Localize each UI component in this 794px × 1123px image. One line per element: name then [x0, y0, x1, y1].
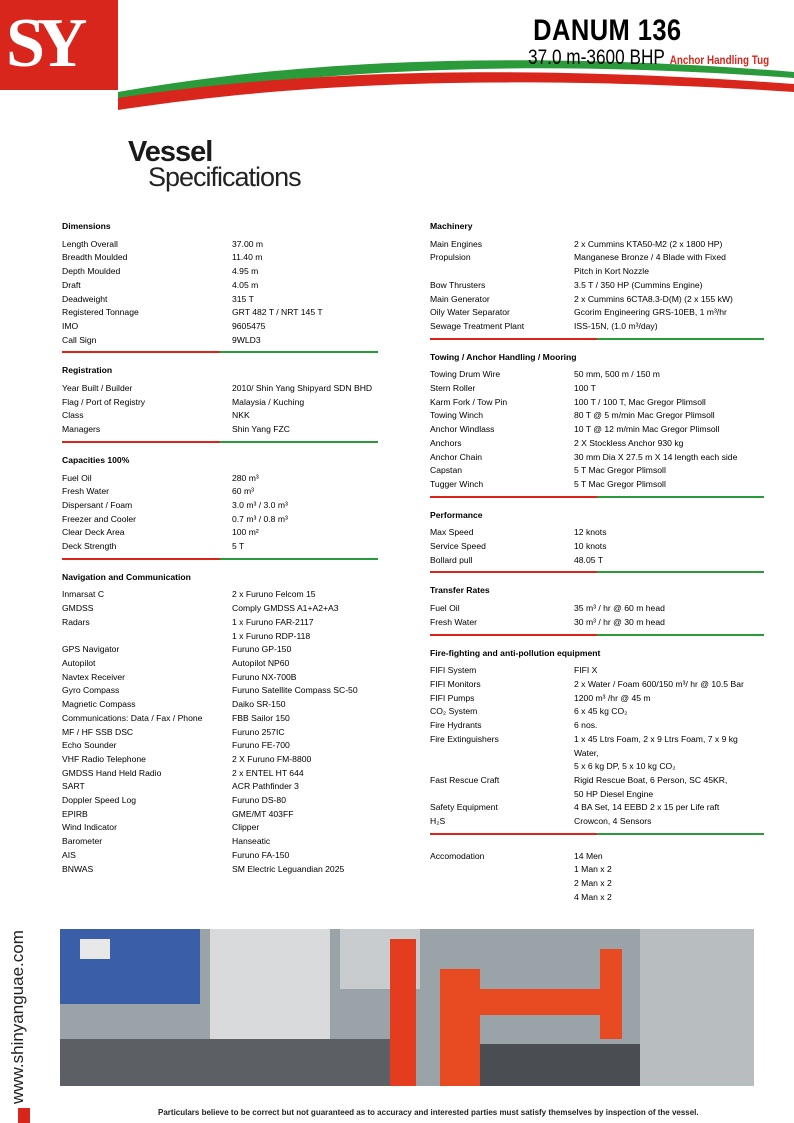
spec-value: 6 nos.	[574, 720, 598, 731]
spec-row	[62, 767, 378, 781]
section-title: Transfer Rates	[430, 585, 490, 596]
spec-label: Freezer and Cooler	[62, 513, 137, 524]
spec-value: 5 x 6 kg DP, 5 x 10 kg CO₂	[574, 761, 676, 772]
spec-row	[62, 616, 378, 630]
spec-row	[430, 678, 764, 692]
spec-row	[62, 643, 378, 657]
spec-value: Shin Yang FZC	[232, 424, 290, 435]
spec-row	[62, 671, 378, 685]
spec-value: Furuno 257IC	[232, 726, 285, 737]
spec-label: Bollard pull	[430, 554, 473, 565]
spec-value: 12 knots	[574, 527, 607, 538]
spec-label: FIFI Pumps	[430, 692, 475, 703]
spec-value: 37.00 m	[232, 238, 264, 249]
section-title: Registration	[62, 365, 113, 376]
spec-value: Furuno FE-700	[232, 740, 290, 751]
spec-value: 10 T @ 12 m/min Mac Gregor Plimsoll	[574, 424, 720, 435]
spec-row	[62, 293, 378, 307]
spec-label: Deck Strength	[62, 541, 117, 552]
spec-section	[430, 218, 764, 340]
spec-row	[430, 664, 764, 678]
spec-label: Main Generator	[430, 293, 490, 304]
spec-section	[430, 582, 764, 635]
spec-row	[430, 801, 764, 815]
spec-row	[430, 815, 764, 829]
spec-row	[62, 265, 378, 279]
spec-value: 2 x ENTEL HT 644	[232, 767, 304, 778]
spec-row	[62, 698, 378, 712]
spec-value: 2 x Cummins KTA50-M2 (2 x 1800 HP)	[574, 238, 723, 249]
spec-section	[430, 844, 764, 905]
vessel-size: 37.0 m-3600 BHP	[528, 46, 665, 69]
spec-row	[430, 478, 764, 492]
spec-label: Fast Rescue Craft	[430, 774, 500, 785]
spec-row	[62, 588, 378, 602]
spec-label: Deadweight	[62, 293, 108, 304]
spec-row	[430, 451, 764, 465]
section-divider	[62, 351, 378, 353]
spec-row	[430, 774, 764, 788]
website-url: www.shinyanguae.com	[8, 930, 27, 1104]
spec-row	[430, 409, 764, 423]
spec-section	[62, 452, 378, 560]
spec-row	[430, 602, 764, 616]
spec-label: Fire Extinguishers	[430, 733, 499, 744]
spec-value: Autopilot NP60	[232, 657, 290, 668]
spec-value: 5 T Mac Gregor Plimsoll	[574, 478, 666, 489]
spec-value: 1 x Furuno FAR-2117	[232, 616, 314, 627]
spec-label: Class	[62, 410, 84, 421]
spec-row	[430, 396, 764, 410]
spec-label	[430, 863, 574, 877]
spec-row	[430, 733, 764, 760]
spec-row	[430, 692, 764, 706]
spec-row	[62, 306, 378, 320]
section-title: Navigation and Communication	[62, 571, 191, 582]
spec-value: 1 x 45 Ltrs Foam, 2 x 9 Ltrs Foam, 7 x 9 kg Water,	[574, 733, 738, 758]
spec-row	[62, 863, 378, 877]
spec-row	[62, 320, 378, 334]
spec-label	[430, 877, 574, 891]
spec-row	[62, 849, 378, 863]
spec-row	[62, 794, 378, 808]
page-heading-line1: Vessel	[128, 136, 213, 168]
spec-label: Registered Tonnage	[62, 307, 139, 318]
section-title: Dimensions	[62, 221, 111, 231]
spec-value: 6 x 45 kg CO₂	[574, 706, 628, 717]
spec-value: 1 Man x 2	[574, 864, 612, 875]
spec-row	[430, 293, 764, 307]
spec-row	[62, 780, 378, 794]
spec-row	[430, 788, 764, 802]
spec-row	[430, 423, 764, 437]
spec-value: 2 Man x 2	[574, 878, 612, 889]
spec-row	[62, 251, 378, 265]
spec-row	[430, 382, 764, 396]
spec-value: 100 T / 100 T, Mac Gregor Plimsoll	[574, 396, 706, 407]
spec-row	[62, 835, 378, 849]
spec-row	[62, 499, 378, 513]
spec-label: AIS	[62, 849, 76, 860]
spec-label: IMO	[62, 320, 79, 331]
spec-section	[62, 362, 378, 443]
spec-label: Service Speed	[430, 541, 486, 552]
spec-value: 100 T	[574, 383, 596, 394]
spec-label: Towing Drum Wire	[430, 369, 501, 380]
spec-label: Depth Moulded	[62, 266, 121, 277]
spec-value: 11.40 m	[232, 252, 263, 263]
spec-label	[62, 630, 232, 644]
spec-label: Year Built / Builder	[62, 383, 133, 394]
spec-label: Autopilot	[62, 657, 96, 668]
spec-row	[430, 705, 764, 719]
spec-value: 2 X Stockless Anchor 930 kg	[574, 437, 684, 448]
spec-label: Echo Sounder	[62, 740, 117, 751]
spec-row	[430, 760, 764, 774]
spec-row	[62, 739, 378, 753]
spec-row	[430, 719, 764, 733]
spec-value: Clipper	[232, 822, 260, 833]
spec-value: 1 x Furuno RDP-118	[232, 630, 311, 641]
spec-label: Flag / Port of Registry	[62, 396, 146, 407]
spec-section	[62, 218, 378, 353]
spec-label: Fresh Water	[62, 486, 109, 497]
spec-value: 3.5 T / 350 HP (Cummins Engine)	[574, 279, 703, 290]
spec-row	[430, 306, 764, 320]
section-divider	[62, 441, 378, 443]
spec-value: 4 BA Set, 14 EEBD 2 x 15 per Life raft	[574, 802, 720, 813]
spec-value: GME/MT 403FF	[232, 808, 294, 819]
spec-value: 100 m²	[232, 527, 259, 538]
spec-label: Wind Indicator	[62, 822, 117, 833]
spec-row	[62, 821, 378, 835]
spec-label: Max Speed	[430, 527, 474, 538]
spec-row	[430, 464, 764, 478]
spec-value: 30 m³ / hr @ 30 m head	[574, 616, 665, 627]
logo-text: SY	[6, 5, 80, 82]
spec-value: Rigid Rescue Boat, 6 Person, SC 45KR,	[574, 774, 728, 785]
spec-value: 2 X Furuno FM-8800	[232, 753, 312, 764]
spec-label: CO₂ System	[430, 706, 478, 717]
spec-label: Oily Water Separator	[430, 307, 510, 318]
section-title: Machinery	[430, 221, 473, 231]
spec-row	[62, 684, 378, 698]
spec-label: Dispersant / Foam	[62, 499, 133, 510]
spec-row	[62, 423, 378, 437]
spec-label: Stern Roller	[430, 383, 476, 394]
spec-row	[62, 657, 378, 671]
spec-value: 10 knots	[574, 541, 607, 552]
spec-label: Gyro Compass	[62, 685, 120, 696]
spec-row	[430, 437, 764, 451]
spec-row	[430, 554, 764, 568]
section-title: Towing / Anchor Handling / Mooring	[430, 351, 577, 362]
spec-row	[62, 630, 378, 644]
spec-value: 2 x Cummins 6CTA8.3-D(M) (2 x 155 kW)	[574, 293, 733, 304]
spec-value: 35 m³ / hr @ 60 m head	[574, 603, 665, 614]
spec-label: GPS Navigator	[62, 644, 120, 655]
spec-label: Capstan	[430, 465, 463, 476]
spec-row	[430, 368, 764, 382]
spec-label: Managers	[62, 424, 101, 435]
spec-label	[430, 265, 574, 279]
spec-label	[430, 760, 574, 774]
section-title: Capacities 100%	[62, 454, 130, 465]
spec-label: Call Sign	[62, 334, 97, 345]
spec-row	[430, 850, 764, 864]
vessel-name: DANUM 136	[533, 14, 682, 47]
spec-section	[62, 569, 378, 876]
spec-value: Furuno NX-700B	[232, 671, 297, 682]
disclaimer: Particulars believe to be correct but not guaranteed as to accuracy and interested parties must satisfy themselves by inspection of the vessel.	[158, 1108, 699, 1117]
spec-value: Furuno DS-80	[232, 795, 286, 806]
spec-value: 315 T	[232, 293, 254, 304]
spec-label: Fire Hydrants	[430, 720, 482, 731]
spec-label: Anchor Windlass	[430, 424, 495, 435]
spec-label: GMDSS	[62, 603, 94, 614]
spec-label: Bow Thrusters	[430, 279, 486, 290]
spec-value: FIFI X	[574, 665, 598, 676]
spec-row	[430, 238, 764, 252]
spec-value: 280 m³	[232, 472, 259, 483]
spec-section	[430, 645, 764, 835]
spec-value: Crowcon, 4 Sensors	[574, 816, 652, 827]
spec-value: Furuno FA-150	[232, 849, 290, 860]
spec-value: 9WLD3	[232, 334, 261, 345]
spec-row	[430, 616, 764, 630]
spec-row	[62, 712, 378, 726]
spec-label: BNWAS	[62, 863, 94, 874]
spec-label: FIFI Monitors	[430, 678, 481, 689]
spec-value: 48.05 T	[574, 554, 603, 565]
spec-label: Safety Equipment	[430, 802, 498, 813]
section-title: Fire-fighting and anti-pollution equipment	[430, 647, 601, 658]
spec-row	[430, 891, 764, 905]
spec-label	[430, 788, 574, 802]
spec-row	[62, 513, 378, 527]
spec-row	[62, 472, 378, 486]
spec-value: 1200 m³ /hr @ 45 m	[574, 692, 651, 703]
spec-row	[62, 602, 378, 616]
spec-value: Manganese Bronze / 4 Blade with Fixed	[574, 252, 726, 263]
spec-value: Daiko SR-150	[232, 699, 286, 710]
spec-value: Hanseatic	[232, 836, 271, 847]
spec-value: 4.95 m	[232, 266, 259, 277]
spec-label: GMDSS Hand Held Radio	[62, 767, 162, 778]
spec-value: 2010/ Shin Yang Shipyard SDN BHD	[232, 383, 373, 394]
spec-value: 3.0 m³ / 3.0 m³	[232, 499, 288, 510]
section-divider	[430, 338, 764, 340]
spec-row	[430, 526, 764, 540]
spec-label: Fuel Oil	[430, 603, 460, 614]
spec-section	[430, 349, 764, 498]
left-spec-column	[62, 218, 378, 885]
spec-label: EPIRB	[62, 808, 88, 819]
spec-value: 14 Men	[574, 850, 603, 861]
section-divider	[430, 571, 764, 573]
spec-label: Tugger Winch	[430, 478, 484, 489]
spec-row	[430, 320, 764, 334]
spec-value: FBB Sailor 150	[232, 712, 290, 723]
spec-label: Karm Fork / Tow Pin	[430, 396, 508, 407]
spec-value: 5 T Mac Gregor Plimsoll	[574, 465, 666, 476]
spec-row	[62, 808, 378, 822]
spec-label: FIFI System	[430, 665, 477, 676]
spec-label: Fuel Oil	[62, 472, 92, 483]
spec-row	[62, 485, 378, 499]
spec-value: 2 x Furuno Felcom 15	[232, 589, 316, 600]
spec-value: Malaysia / Kuching	[232, 396, 305, 407]
spec-value: Furuno GP-150	[232, 644, 292, 655]
spec-value: NKK	[232, 410, 250, 421]
side-accent-bar	[18, 1108, 30, 1123]
spec-label: Doppler Speed Log	[62, 795, 137, 806]
spec-label: Barometer	[62, 836, 103, 847]
spec-label: Magnetic Compass	[62, 699, 136, 710]
spec-value: SM Electric Leguandian 2025	[232, 863, 345, 874]
spec-value: 4 Man x 2	[574, 891, 612, 902]
spec-label: VHF Radio Telephone	[62, 753, 146, 764]
section-divider	[430, 833, 764, 835]
vessel-type-tag: Anchor Handling Tug	[669, 53, 770, 67]
section-divider	[430, 496, 764, 498]
spec-value: 9605475	[232, 320, 266, 331]
spec-label: Inmarsat C	[62, 589, 105, 600]
spec-label: Sewage Treatment Plant	[430, 320, 525, 331]
spec-value: GRT 482 T / NRT 145 T	[232, 307, 323, 318]
spec-label: Breadth Moulded	[62, 252, 128, 263]
spec-row	[430, 279, 764, 293]
spec-value: Comply GMDSS A1+A2+A3	[232, 603, 339, 614]
section-divider	[430, 634, 764, 636]
spec-row	[62, 526, 378, 540]
section-title: Performance	[430, 509, 483, 520]
spec-label: Radars	[62, 616, 90, 627]
spec-value: ACR Pathfinder 3	[232, 781, 299, 792]
spec-value: 30 mm Dia X 27.5 m X 14 length each side	[574, 451, 738, 462]
spec-value: 4.05 m	[232, 279, 259, 290]
engine-room-photo	[60, 929, 754, 1086]
spec-row	[430, 251, 764, 265]
spec-label: MF / HF SSB DSC	[62, 726, 134, 737]
spec-label: Anchor Chain	[430, 451, 483, 462]
spec-row	[430, 863, 764, 877]
spec-value: Furuno Satellite Compass SC-50	[232, 685, 358, 696]
spec-row	[430, 877, 764, 891]
spec-label: Draft	[62, 279, 81, 290]
spec-value: 50 mm, 500 m / 150 m	[574, 369, 660, 380]
spec-label	[430, 891, 574, 905]
spec-value: Gcorim Engineering GRS-10EB, 1 m³/hr	[574, 307, 727, 318]
spec-label: Clear Deck Area	[62, 527, 125, 538]
spec-label: H₂S	[430, 816, 446, 827]
spec-row	[62, 396, 378, 410]
spec-value: 5 T	[232, 541, 245, 552]
spec-value: 2 x Water / Foam 600/150 m³/ hr @ 10.5 Bar	[574, 678, 744, 689]
spec-label: Propulsion	[430, 252, 471, 263]
spec-value: 50 HP Diesel Engine	[574, 788, 654, 799]
spec-row	[430, 265, 764, 279]
spec-row	[62, 334, 378, 348]
spec-label: SART	[62, 781, 85, 792]
spec-label: Anchors	[430, 437, 462, 448]
spec-label: Navtex Receiver	[62, 671, 126, 682]
vessel-subtitle	[528, 46, 769, 70]
spec-label: Accomodation	[430, 850, 485, 861]
spec-value: 80 T @ 5 m/min Mac Gregor Plimsoll	[574, 410, 715, 421]
spec-label: Main Engines	[430, 238, 483, 249]
spec-row	[62, 726, 378, 740]
spec-label: Towing Winch	[430, 410, 484, 421]
spec-value: 0.7 m³ / 0.8 m³	[232, 513, 288, 524]
spec-row	[62, 382, 378, 396]
spec-value: Pitch in Kort Nozzle	[574, 266, 649, 277]
spec-row	[62, 540, 378, 554]
spec-label: Fresh Water	[430, 616, 477, 627]
spec-label: Length Overall	[62, 238, 118, 249]
spec-row	[62, 279, 378, 293]
spec-section	[430, 507, 764, 574]
spec-row	[62, 409, 378, 423]
spec-row	[62, 753, 378, 767]
right-spec-column	[430, 218, 764, 914]
page-heading-line2: Specifications	[148, 162, 301, 192]
spec-value: ISS-15N, (1.0 m³/day)	[574, 320, 658, 331]
spec-row	[430, 540, 764, 554]
spec-value: 60 m³	[232, 486, 254, 497]
section-divider	[62, 558, 378, 560]
spec-row	[62, 238, 378, 252]
spec-label: Communications: Data / Fax / Phone	[62, 712, 203, 723]
